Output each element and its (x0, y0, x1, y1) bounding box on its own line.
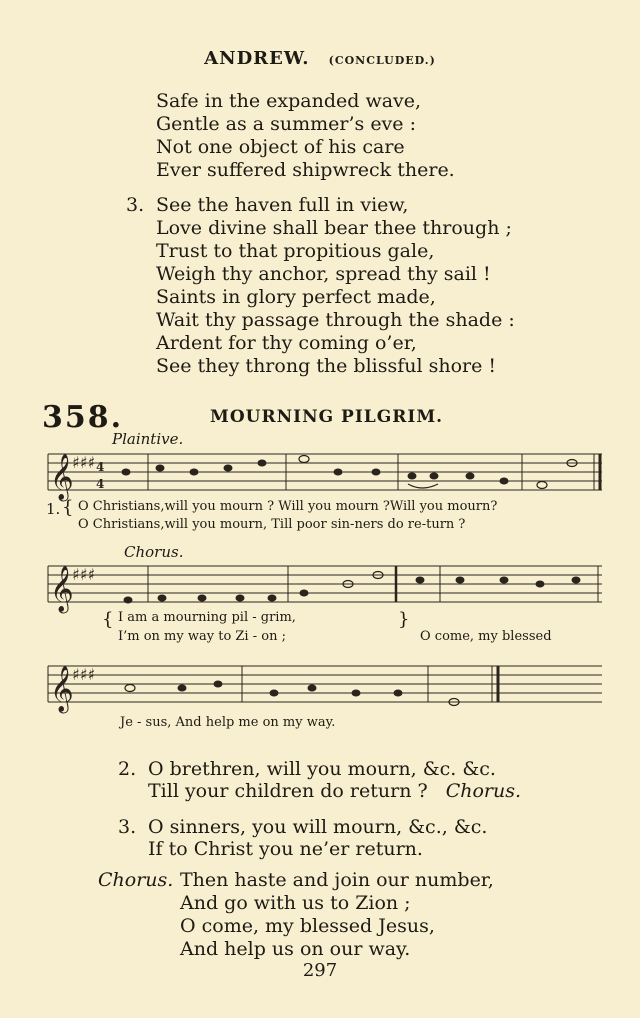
svg-text:𝄞: 𝄞 (50, 666, 74, 712)
music-staff-system-3 (42, 662, 604, 714)
stanza-line: If to Christ you ne’er return. (148, 838, 423, 860)
svg-text:𝄞: 𝄞 (50, 454, 74, 500)
chorus-line: O come, my blessed Jesus, (180, 915, 435, 937)
stanza-number: 3. (118, 816, 137, 838)
stanza-line-text: Till your children do return ? (148, 780, 428, 802)
verse-number-music: 1. (46, 500, 61, 518)
svg-text:♯♯♯: ♯♯♯ (72, 665, 96, 684)
lyric-line: I’m on my way to Zi - on ; (118, 629, 286, 644)
header-title: ANDREW. (204, 48, 310, 69)
stanza-line (148, 780, 521, 803)
verse-continued (156, 90, 455, 182)
svg-text:4: 4 (96, 477, 105, 491)
verse-line: Not one object of his care (156, 136, 405, 158)
verse-line: Saints in glory perfect made, (156, 286, 436, 308)
chorus-line: Then haste and join our number, (180, 869, 494, 891)
svg-text:♯♯♯: ♯♯♯ (72, 453, 96, 472)
page-number: 297 (302, 960, 338, 981)
stanza-line: O brethren, will you mourn, &c. &c. (148, 758, 496, 780)
verse-number: 3. (126, 194, 145, 216)
music-staff-system-2 (42, 562, 604, 614)
page-header (0, 48, 640, 69)
hymn-title: MOURNING PILGRIM. (210, 407, 444, 427)
verse-line: Love divine shall bear thee through ; (156, 217, 512, 239)
chorus-line: And go with us to Zion ; (180, 892, 411, 914)
svg-text:4: 4 (96, 460, 105, 474)
chorus-label: Chorus. (98, 869, 174, 891)
tempo-marking: Plaintive. (112, 430, 184, 448)
verse-line: See the haven full in view, (156, 194, 409, 216)
brace: { (62, 497, 74, 518)
verse-line: Gentle as a summer’s eve : (156, 113, 416, 135)
brace: { (102, 609, 114, 630)
brace: } (398, 609, 410, 630)
verse-3 (156, 194, 515, 378)
lyric-line: O come, my blessed (420, 629, 552, 644)
verse-line: Trust to that propitious gale, (156, 240, 435, 262)
svg-text:𝄞: 𝄞 (50, 566, 74, 612)
music-staff-system-1 (42, 450, 604, 502)
chorus-reference: Chorus. (445, 780, 522, 802)
verse-line: Ever suffered shipwreck there. (156, 159, 455, 181)
chorus-text (180, 869, 494, 961)
verse-line: See they throng the blissful shore ! (156, 355, 497, 377)
stanza-number: 2. (118, 758, 137, 780)
verse-line: Wait thy passage through the shade : (156, 309, 515, 331)
verse-line: Weigh thy anchor, spread thy sail ! (156, 263, 491, 285)
verse-line: Safe in the expanded wave, (156, 90, 422, 112)
hymn-number: 358. (42, 400, 124, 435)
lyric-line: Je - sus, And help me on my way. (120, 715, 336, 730)
svg-text:♯♯♯: ♯♯♯ (72, 565, 96, 584)
header-subtitle: (CONCLUDED.) (328, 54, 436, 67)
chorus-line: And help us on our way. (180, 938, 411, 960)
verse-line: Ardent for thy coming o’er, (156, 332, 417, 354)
lyric-line: O Christians,will you mourn ? Will you mourn ?Will you mourn? (78, 499, 498, 514)
lyric-line: O Christians,will you mourn, Till poor sin-ners do re-turn ? (78, 517, 466, 532)
chorus-label-music: Chorus. (124, 543, 184, 561)
lyric-line: I am a mourning pil - grim, (118, 610, 296, 625)
stanza-line: O sinners, you will mourn, &c., &c. (148, 816, 488, 838)
